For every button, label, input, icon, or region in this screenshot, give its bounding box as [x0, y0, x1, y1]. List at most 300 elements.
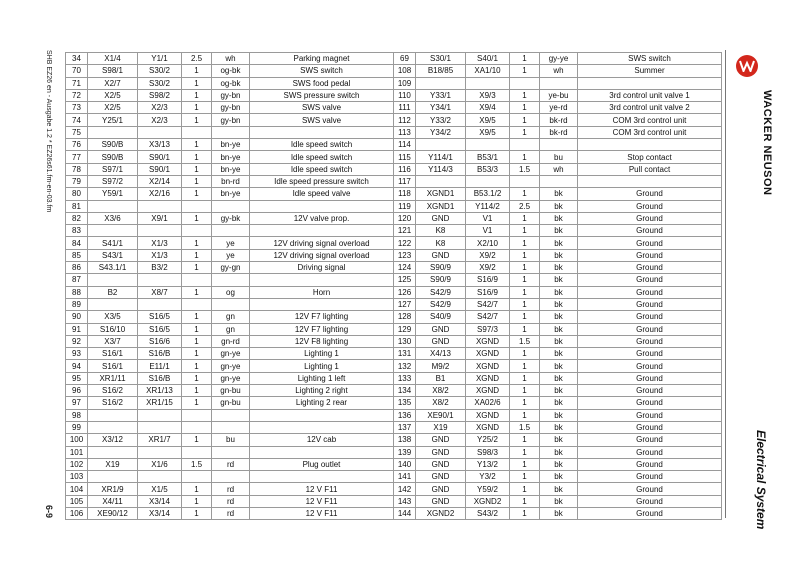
function-cell: Ground	[578, 212, 722, 224]
row-number-cell: 135	[394, 397, 416, 409]
function-cell: 12V F8 lighting	[250, 335, 394, 347]
wire-color-cell: gn-bu	[212, 397, 250, 409]
table-row	[394, 262, 722, 274]
end-point-cell	[138, 200, 182, 212]
cross-section-cell: 1	[182, 77, 212, 89]
table-row	[66, 483, 394, 495]
wiring-table-right-body	[394, 53, 722, 520]
table-row	[66, 360, 394, 372]
function-cell: Summer	[578, 65, 722, 77]
start-point-cell: S16/1	[88, 348, 138, 360]
wire-color-cell: ye-rd	[540, 102, 578, 114]
wire-color-cell: gy-bn	[212, 114, 250, 126]
cross-section-cell: 1	[182, 385, 212, 397]
end-point-cell	[138, 409, 182, 421]
start-point-cell	[416, 139, 466, 151]
row-number-cell: 114	[394, 139, 416, 151]
end-point-cell: X9/5	[466, 126, 510, 138]
start-point-cell	[88, 126, 138, 138]
function-cell: Ground	[578, 335, 722, 347]
table-row	[66, 163, 394, 175]
wire-color-cell: gy-bn	[212, 102, 250, 114]
cross-section-cell: 1	[510, 151, 540, 163]
row-number-cell: 119	[394, 200, 416, 212]
end-point-cell: V1	[466, 225, 510, 237]
end-point-cell: B3/2	[138, 262, 182, 274]
end-point-cell: X3/14	[138, 495, 182, 507]
wire-color-cell: bk-rd	[540, 114, 578, 126]
end-point-cell: S90/1	[138, 163, 182, 175]
start-point-cell: X19	[416, 421, 466, 433]
end-point-cell: XGND	[466, 372, 510, 384]
table-row	[394, 89, 722, 101]
wire-color-cell: bk	[540, 495, 578, 507]
row-number-cell: 70	[66, 65, 88, 77]
row-number-cell: 144	[394, 507, 416, 519]
end-point-cell: X1/5	[138, 483, 182, 495]
row-number-cell: 93	[66, 348, 88, 360]
left-margin	[0, 0, 60, 561]
start-point-cell: X8/2	[416, 385, 466, 397]
function-cell	[250, 225, 394, 237]
start-point-cell: GND	[416, 323, 466, 335]
cross-section-cell: 1	[510, 434, 540, 446]
row-number-cell: 141	[394, 471, 416, 483]
end-point-cell: S98/3	[466, 446, 510, 458]
table-row	[394, 212, 722, 224]
start-point-cell	[88, 421, 138, 433]
cross-section-cell: 1	[182, 175, 212, 187]
table-row	[394, 77, 722, 89]
row-number-cell: 108	[394, 65, 416, 77]
end-point-cell: Y25/2	[466, 434, 510, 446]
row-number-cell: 138	[394, 434, 416, 446]
table-row	[66, 495, 394, 507]
function-cell: Parking magnet	[250, 53, 394, 65]
function-cell: Ground	[578, 286, 722, 298]
row-number-cell: 97	[66, 397, 88, 409]
row-number-cell: 96	[66, 385, 88, 397]
function-cell: COM 3rd control unit	[578, 126, 722, 138]
function-cell: Lighting 1	[250, 360, 394, 372]
row-number-cell: 92	[66, 335, 88, 347]
cross-section-cell: 1	[182, 495, 212, 507]
end-point-cell: X3/14	[138, 507, 182, 519]
wire-color-cell: ye	[212, 237, 250, 249]
end-point-cell: X9/3	[466, 89, 510, 101]
function-cell: Ground	[578, 262, 722, 274]
start-point-cell: GND	[416, 446, 466, 458]
cross-section-cell: 1	[510, 397, 540, 409]
row-number-cell: 81	[66, 200, 88, 212]
start-point-cell: X2/5	[88, 102, 138, 114]
end-point-cell: Y59/2	[466, 483, 510, 495]
row-number-cell: 98	[66, 409, 88, 421]
cross-section-cell: 1	[510, 385, 540, 397]
table-row	[394, 65, 722, 77]
function-cell	[250, 471, 394, 483]
function-cell: SWS switch	[250, 65, 394, 77]
end-point-cell	[138, 298, 182, 310]
end-point-cell	[138, 126, 182, 138]
wire-color-cell: bk	[540, 249, 578, 261]
cross-section-cell: 1	[510, 53, 540, 65]
wire-color-cell: rd	[212, 495, 250, 507]
wire-color-cell: bk	[540, 335, 578, 347]
start-point-cell: S42/9	[416, 298, 466, 310]
row-number-cell: 103	[66, 471, 88, 483]
function-cell: Ground	[578, 298, 722, 310]
table-row	[66, 53, 394, 65]
function-cell	[578, 175, 722, 187]
end-point-cell: X9/1	[138, 212, 182, 224]
cross-section-cell	[182, 298, 212, 310]
cross-section-cell: 1	[182, 483, 212, 495]
function-cell: Ground	[578, 409, 722, 421]
row-number-cell: 99	[66, 421, 88, 433]
wire-color-cell	[212, 274, 250, 286]
start-point-cell: X2/7	[88, 77, 138, 89]
function-cell: SWS switch	[578, 53, 722, 65]
end-point-cell: X9/4	[466, 102, 510, 114]
row-number-cell: 106	[66, 507, 88, 519]
table-row	[394, 298, 722, 310]
start-point-cell: X1/4	[88, 53, 138, 65]
table-row	[394, 237, 722, 249]
row-number-cell: 127	[394, 298, 416, 310]
wire-color-cell	[212, 298, 250, 310]
end-point-cell: B53/1	[466, 151, 510, 163]
end-point-cell: X1/6	[138, 458, 182, 470]
cross-section-cell: 1	[510, 348, 540, 360]
end-point-cell: X3/13	[138, 139, 182, 151]
table-row	[394, 434, 722, 446]
wire-color-cell	[212, 446, 250, 458]
document-reference: SHB EZ26 en - Ausgabe 1.2 * EZ26s61.fm-en-03.fm	[45, 50, 52, 213]
row-number-cell: 110	[394, 89, 416, 101]
function-cell: Idle speed switch	[250, 151, 394, 163]
table-row	[66, 397, 394, 409]
row-number-cell: 71	[66, 77, 88, 89]
start-point-cell: Y25/1	[88, 114, 138, 126]
function-cell: 12V F7 lighting	[250, 323, 394, 335]
start-point-cell: Y114/1	[416, 151, 466, 163]
start-point-cell: B18/85	[416, 65, 466, 77]
start-point-cell: B2	[88, 286, 138, 298]
wire-color-cell: ye	[212, 249, 250, 261]
start-point-cell: Y33/1	[416, 89, 466, 101]
start-point-cell	[88, 446, 138, 458]
wire-color-cell	[212, 200, 250, 212]
wire-color-cell: og-bk	[212, 77, 250, 89]
start-point-cell: X3/6	[88, 212, 138, 224]
function-cell: Ground	[578, 507, 722, 519]
start-point-cell: B1	[416, 372, 466, 384]
row-number-cell: 126	[394, 286, 416, 298]
end-point-cell: X1/3	[138, 237, 182, 249]
wire-color-cell: bk	[540, 507, 578, 519]
wire-color-cell	[212, 225, 250, 237]
table-row	[66, 114, 394, 126]
function-cell: Idle speed switch	[250, 163, 394, 175]
table-row	[66, 89, 394, 101]
end-point-cell: XR1/13	[138, 385, 182, 397]
wiring-table-right	[393, 52, 722, 520]
function-cell: 12 V F11	[250, 507, 394, 519]
w-logo-icon	[739, 60, 755, 72]
start-point-cell: XR1/11	[88, 372, 138, 384]
table-row	[66, 175, 394, 187]
cross-section-cell: 1	[510, 311, 540, 323]
start-point-cell: S16/10	[88, 323, 138, 335]
cross-section-cell: 1.5	[510, 163, 540, 175]
start-point-cell	[88, 409, 138, 421]
cross-section-cell: 1	[510, 274, 540, 286]
cross-section-cell: 1	[510, 237, 540, 249]
start-point-cell: X3/7	[88, 335, 138, 347]
end-point-cell: X2/10	[466, 237, 510, 249]
table-row	[66, 471, 394, 483]
function-cell	[250, 200, 394, 212]
table-row	[66, 348, 394, 360]
start-point-cell: S97/1	[88, 163, 138, 175]
function-cell: Ground	[578, 421, 722, 433]
end-point-cell: XR1/15	[138, 397, 182, 409]
end-point-cell: XR1/7	[138, 434, 182, 446]
cross-section-cell: 1	[182, 507, 212, 519]
cross-section-cell: 1	[510, 372, 540, 384]
function-cell: Ground	[578, 348, 722, 360]
table-row	[394, 188, 722, 200]
row-number-cell: 72	[66, 89, 88, 101]
row-number-cell: 69	[394, 53, 416, 65]
table-row	[394, 175, 722, 187]
end-point-cell: S40/1	[466, 53, 510, 65]
table-row	[394, 274, 722, 286]
cross-section-cell: 1	[510, 446, 540, 458]
function-cell: Lighting 2 right	[250, 385, 394, 397]
row-number-cell: 136	[394, 409, 416, 421]
wire-color-cell: bu	[212, 434, 250, 446]
cross-section-cell: 1	[510, 458, 540, 470]
end-point-cell: Y3/2	[466, 471, 510, 483]
start-point-cell: X3/12	[88, 434, 138, 446]
table-row	[394, 495, 722, 507]
wire-color-cell: bk	[540, 237, 578, 249]
end-point-cell	[138, 471, 182, 483]
table-row	[394, 114, 722, 126]
wire-color-cell	[212, 409, 250, 421]
end-point-cell	[466, 175, 510, 187]
row-number-cell: 100	[66, 434, 88, 446]
row-number-cell: 80	[66, 188, 88, 200]
row-number-cell: 89	[66, 298, 88, 310]
table-row	[66, 323, 394, 335]
cross-section-cell	[182, 126, 212, 138]
function-cell: 12V F7 lighting	[250, 311, 394, 323]
end-point-cell: XA02/6	[466, 397, 510, 409]
row-number-cell: 75	[66, 126, 88, 138]
function-cell: Ground	[578, 249, 722, 261]
row-number-cell: 128	[394, 311, 416, 323]
end-point-cell: S97/3	[466, 323, 510, 335]
start-point-cell: XGND1	[416, 200, 466, 212]
end-point-cell: X8/7	[138, 286, 182, 298]
table-row	[394, 409, 722, 421]
end-point-cell	[466, 77, 510, 89]
row-number-cell: 123	[394, 249, 416, 261]
function-cell	[250, 421, 394, 433]
wire-color-cell: bk	[540, 458, 578, 470]
table-row	[66, 286, 394, 298]
row-number-cell: 105	[66, 495, 88, 507]
wire-color-cell: bk	[540, 262, 578, 274]
start-point-cell: Y114/3	[416, 163, 466, 175]
row-number-cell: 83	[66, 225, 88, 237]
row-number-cell: 140	[394, 458, 416, 470]
function-cell: 12V driving signal overload	[250, 237, 394, 249]
cross-section-cell: 1	[510, 65, 540, 77]
wire-color-cell: bk	[540, 372, 578, 384]
cross-section-cell: 1	[182, 262, 212, 274]
row-number-cell: 116	[394, 163, 416, 175]
table-row	[66, 311, 394, 323]
cross-section-cell: 1.5	[510, 335, 540, 347]
wire-color-cell: rd	[212, 458, 250, 470]
cross-section-cell	[510, 77, 540, 89]
wire-color-cell: bk	[540, 397, 578, 409]
cross-section-cell: 1	[182, 188, 212, 200]
row-number-cell: 134	[394, 385, 416, 397]
end-point-cell: S90/1	[138, 151, 182, 163]
brand-logo-icon	[736, 55, 758, 77]
table-row	[394, 323, 722, 335]
function-cell: Ground	[578, 458, 722, 470]
function-cell: Ground	[578, 274, 722, 286]
function-cell: SWS pressure switch	[250, 89, 394, 101]
section-title: Electrical System	[754, 430, 768, 530]
cross-section-cell: 1	[510, 188, 540, 200]
table-row	[66, 151, 394, 163]
end-point-cell: XGND	[466, 409, 510, 421]
function-cell: Ground	[578, 225, 722, 237]
start-point-cell: S97/2	[88, 175, 138, 187]
wire-color-cell: gy-ye	[540, 53, 578, 65]
function-cell: Ground	[578, 446, 722, 458]
row-number-cell: 137	[394, 421, 416, 433]
end-point-cell: X2/14	[138, 175, 182, 187]
start-point-cell: M9/2	[416, 360, 466, 372]
brand-name: WACKER NEUSON	[761, 90, 773, 196]
function-cell	[250, 274, 394, 286]
function-cell: 12V valve prop.	[250, 212, 394, 224]
function-cell: Ground	[578, 360, 722, 372]
wire-color-cell: bk	[540, 348, 578, 360]
function-cell: Ground	[578, 323, 722, 335]
function-cell	[250, 298, 394, 310]
row-number-cell: 130	[394, 335, 416, 347]
function-cell: Lighting 2 rear	[250, 397, 394, 409]
row-number-cell: 121	[394, 225, 416, 237]
cross-section-cell: 1	[182, 212, 212, 224]
table-row	[66, 188, 394, 200]
start-point-cell: X19	[88, 458, 138, 470]
table-row	[66, 409, 394, 421]
start-point-cell: GND	[416, 212, 466, 224]
wire-color-cell: gn	[212, 323, 250, 335]
end-point-cell	[138, 274, 182, 286]
wire-color-cell: gy-bk	[212, 212, 250, 224]
cross-section-cell: 1	[510, 360, 540, 372]
wire-color-cell: bk	[540, 434, 578, 446]
end-point-cell	[138, 225, 182, 237]
wire-color-cell: wh	[540, 65, 578, 77]
cross-section-cell: 1	[182, 139, 212, 151]
row-number-cell: 91	[66, 323, 88, 335]
cross-section-cell: 1	[182, 102, 212, 114]
row-number-cell: 133	[394, 372, 416, 384]
cross-section-cell: 1	[510, 323, 540, 335]
row-number-cell: 95	[66, 372, 88, 384]
end-point-cell	[138, 446, 182, 458]
start-point-cell: S90/9	[416, 262, 466, 274]
wire-color-cell: bk	[540, 188, 578, 200]
cross-section-cell: 1	[182, 335, 212, 347]
function-cell: Pull contact	[578, 163, 722, 175]
cross-section-cell: 1	[182, 249, 212, 261]
function-cell	[578, 139, 722, 151]
table-row	[394, 53, 722, 65]
cross-section-cell: 1	[510, 409, 540, 421]
row-number-cell: 109	[394, 77, 416, 89]
row-number-cell: 90	[66, 311, 88, 323]
table-row	[394, 200, 722, 212]
cross-section-cell: 1	[510, 471, 540, 483]
cross-section-cell: 1	[510, 212, 540, 224]
table-row	[394, 372, 722, 384]
end-point-cell: S16/9	[466, 286, 510, 298]
wire-color-cell: bk	[540, 298, 578, 310]
table-row	[66, 225, 394, 237]
start-point-cell	[88, 200, 138, 212]
end-point-cell: S16/6	[138, 335, 182, 347]
function-cell: SWS valve	[250, 114, 394, 126]
wire-color-cell: bk	[540, 311, 578, 323]
end-point-cell: S16/5	[138, 323, 182, 335]
cross-section-cell: 2.5	[182, 53, 212, 65]
start-point-cell: Y33/2	[416, 114, 466, 126]
table-row	[66, 212, 394, 224]
function-cell: Ground	[578, 237, 722, 249]
start-point-cell: K8	[416, 225, 466, 237]
cross-section-cell: 1	[182, 323, 212, 335]
start-point-cell: XE90/12	[88, 507, 138, 519]
start-point-cell: X8/2	[416, 397, 466, 409]
function-cell: Ground	[578, 397, 722, 409]
row-number-cell: 115	[394, 151, 416, 163]
start-point-cell: GND	[416, 471, 466, 483]
start-point-cell	[88, 274, 138, 286]
wire-color-cell	[212, 471, 250, 483]
wire-color-cell	[540, 175, 578, 187]
wire-color-cell: bk	[540, 323, 578, 335]
table-row	[66, 421, 394, 433]
end-point-cell: X2/16	[138, 188, 182, 200]
end-point-cell: XGND	[466, 348, 510, 360]
wire-color-cell: bk	[540, 385, 578, 397]
start-point-cell: S43.1/1	[88, 262, 138, 274]
table-row	[394, 126, 722, 138]
